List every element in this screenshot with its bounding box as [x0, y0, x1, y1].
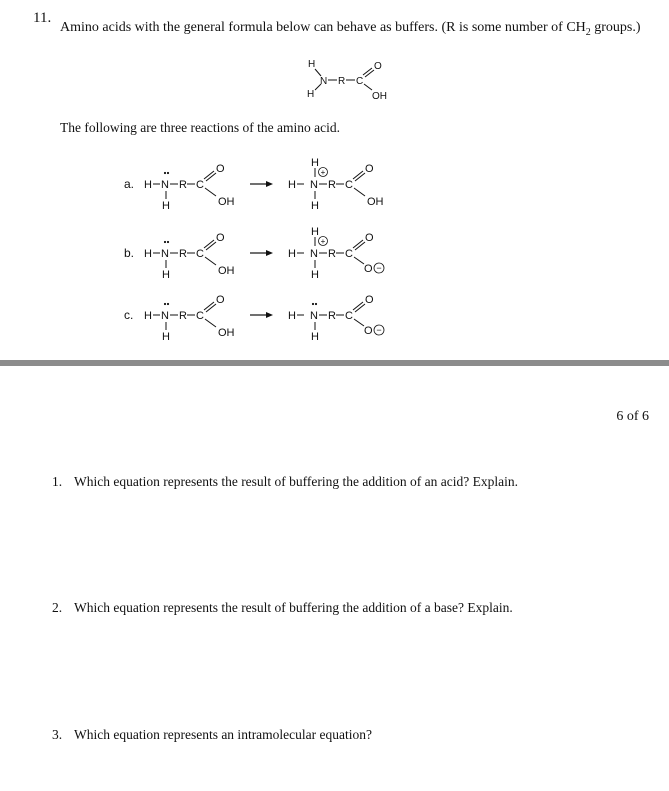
question-1 — [52, 474, 518, 490]
question-text: Which equation represents the result of buffering the addition of a base? Explain. — [74, 600, 513, 615]
reaction-label: b. — [124, 246, 135, 260]
atom-o: O — [216, 163, 225, 175]
atom-c: C — [196, 248, 204, 260]
question-number: 2. — [52, 600, 63, 615]
atom-h: H — [162, 200, 170, 212]
atom-h: H — [311, 226, 319, 238]
atom-h: H — [162, 331, 170, 343]
atom-c: C — [345, 248, 353, 260]
atom-n: N — [161, 248, 169, 260]
atom-c: C — [196, 179, 204, 191]
reaction-c — [120, 290, 410, 352]
atom-h: H — [144, 310, 152, 322]
atom-h: H — [311, 157, 319, 169]
reactions-intro: The following are three reactions of the amino acid. — [60, 120, 341, 135]
atom-r: R — [179, 248, 187, 260]
atom-h: H — [144, 179, 152, 191]
atom-h: H — [288, 248, 296, 260]
atom-h: H — [144, 248, 152, 260]
reaction-label: a. — [124, 177, 135, 191]
question-2 — [52, 600, 513, 616]
atom-o: O — [364, 325, 373, 337]
atom-h: H — [311, 200, 319, 212]
atom-o: O — [216, 294, 225, 306]
question-text: Which equation represents the result of buffering the addition of an acid? Explain. — [74, 474, 518, 489]
intro-text: Amino acids with the general formula below can behave as buffers. (R is some number of CH — [60, 20, 586, 35]
question-text: Which equation represents an intramolecular equation? — [74, 727, 373, 742]
atom-r: R — [179, 179, 187, 191]
page-divider — [0, 360, 669, 366]
reaction-a — [120, 155, 410, 217]
page-number: 6 of 6 — [616, 409, 649, 424]
plus-charge: + — [320, 237, 326, 246]
atom-oh: OH — [372, 91, 387, 102]
reaction-b — [120, 224, 410, 286]
minus-charge: − — [376, 325, 382, 335]
atom-o: O — [364, 263, 373, 275]
atom-c: C — [345, 179, 353, 191]
atom-h-top: H — [308, 59, 316, 70]
minus-charge: − — [376, 263, 382, 273]
atom-c: C — [345, 310, 353, 322]
atom-h: H — [311, 331, 319, 343]
atom-o: O — [374, 61, 382, 72]
atom-o: O — [216, 232, 225, 244]
atom-o: O — [365, 163, 374, 175]
atom-h: H — [162, 269, 170, 281]
question-3 — [52, 727, 372, 743]
atom-n: N — [161, 179, 169, 191]
atom-h: H — [288, 310, 296, 322]
plus-charge: + — [320, 168, 326, 177]
atom-c: C — [356, 76, 364, 87]
atom-n: N — [310, 248, 318, 260]
atom-o: O — [365, 232, 374, 244]
atom-h-bottom: H — [307, 89, 315, 100]
atom-o: O — [365, 294, 374, 306]
atom-oh: OH — [218, 265, 235, 277]
intro-subscript: 2 — [585, 26, 591, 38]
intro-text-end: groups.) — [590, 20, 641, 35]
atom-n: N — [310, 310, 318, 322]
atom-oh: OH — [218, 196, 235, 208]
atom-n: N — [310, 179, 318, 191]
atom-r: R — [179, 310, 187, 322]
problem-intro — [60, 20, 641, 38]
problem-number: 11. — [33, 10, 52, 26]
atom-h: H — [311, 269, 319, 281]
atom-n: N — [161, 310, 169, 322]
atom-h: H — [288, 179, 296, 191]
atom-n: N — [320, 76, 328, 87]
atom-oh: OH — [218, 327, 235, 339]
question-number: 1. — [52, 474, 63, 489]
atom-r: R — [328, 179, 336, 191]
general-formula — [300, 55, 420, 105]
atom-r: R — [338, 76, 346, 87]
atom-c: C — [196, 310, 204, 322]
atom-r: R — [328, 248, 336, 260]
atom-r: R — [328, 310, 336, 322]
question-number: 3. — [52, 727, 63, 742]
reaction-label: c. — [124, 308, 134, 322]
atom-oh: OH — [367, 196, 384, 208]
